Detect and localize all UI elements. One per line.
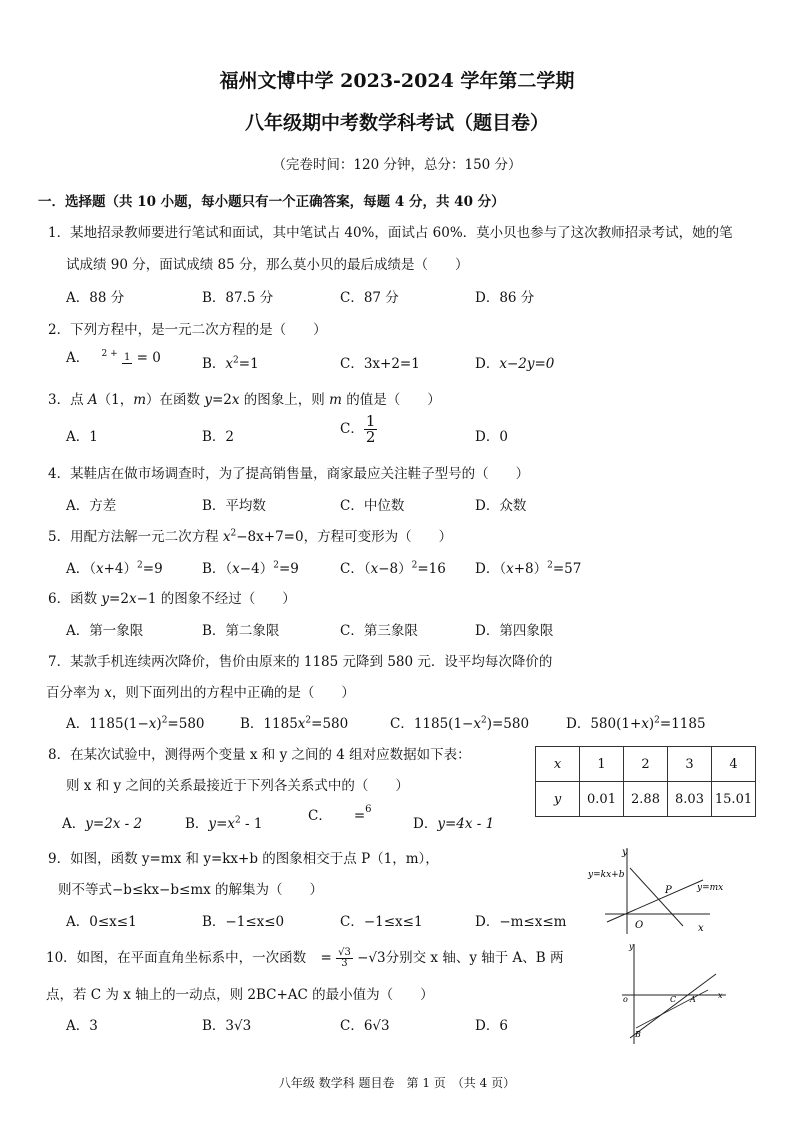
table-cell: 4: [712, 747, 756, 782]
table-cell: 3: [668, 747, 712, 782]
q9-option-b: B．−1≤x≤0: [202, 914, 285, 930]
q6-option-b: B．第二象限: [202, 623, 280, 639]
q2-stem: 2．下列方程中，是一元二次方程的是（ ）: [48, 322, 327, 338]
q10-line1: 10．如图，在平面直角坐标系中，一次函数 = $\frac{√3}{3}$ −√3分别交 x 轴、y 轴于 A、B 两: [46, 947, 564, 969]
page-footer: 八年级 数学科 题目卷 第 1 页 （共 4 页）: [278, 1076, 516, 1090]
q8-option-a: A．y=2x - 2: [62, 816, 143, 832]
table-cell: 8.03: [668, 782, 712, 817]
q8-line1: 8．在某次试验中，测得两个变量 x 和 y 之间的 4 组对应数据如下表：: [48, 747, 471, 763]
q8-option-d: D．y=4x - 1: [413, 816, 495, 832]
q10-figure: [608, 940, 738, 1050]
q7-option-b: B．$1185x^2=580$: [240, 715, 349, 732]
fig9-o-label: O: [635, 920, 644, 931]
exam-title-school: 福州文博中学 2023-2024 学年第二学期: [219, 70, 575, 92]
q5-option-b: B．$(x-4)^2=9$: [202, 560, 299, 577]
q8-option-b: B．$y=x^2 - 1$: [185, 815, 263, 832]
q3-option-d: D．0: [475, 429, 508, 445]
line-ab: [630, 974, 716, 1038]
q1-option-a: A．88 分: [66, 290, 125, 306]
fig9-y-label: y: [622, 847, 628, 858]
q9-figure: [585, 842, 735, 940]
q10-option-c: C．6√3: [340, 1018, 390, 1034]
q6-option-d: D．第四象限: [475, 623, 554, 639]
q3-option-b: B．2: [202, 429, 235, 445]
q5-option-d: D．$(x+8)^2=57$: [475, 560, 582, 577]
exam-title-subject: 八年级期中考数学科考试（题目卷）: [244, 112, 549, 134]
exam-time-score: （完卷时间：120 分钟，总分：150 分）: [272, 157, 522, 173]
table-cell: 0.01: [580, 782, 624, 817]
q4-option-c: C．中位数: [340, 498, 405, 514]
q4-option-b: B．平均数: [202, 498, 266, 514]
q4-option-a: A．方差: [66, 498, 117, 514]
q9-option-c: C．−1≤x≤1: [340, 914, 423, 930]
q10-option-b: B．3√3: [202, 1018, 252, 1034]
q10-line2: 点，若 C 为 x 轴上的一动点，则 2BC+AC 的最小值为（ ）: [46, 987, 434, 1003]
q2-option-b: B．$x^2=1$: [202, 355, 259, 372]
q9-line1: 9．如图，函数 y=mx 和 y=kx+b 的图象相交于点 P（1，m），: [48, 851, 439, 867]
q7-line1: 7．某款手机连续两次降价，售价由原来的 1185 元降到 580 元．设平均每次降价的: [48, 654, 553, 670]
fig9-p-label: P: [665, 885, 672, 896]
q8-line2: 则 x 和 y 之间的关系最接近于下列各关系式中的（ ）: [66, 778, 409, 794]
q1-option-c: C．87 分: [340, 290, 399, 306]
fig10-x-label: x: [718, 991, 723, 1000]
fig10-c-label: C: [670, 995, 677, 1004]
fig9-x-label: x: [698, 923, 704, 934]
q1-option-d: D．86 分: [475, 290, 535, 306]
q3-option-a: A．1: [66, 429, 98, 445]
q1-line2: 试成绩 90 分，面试成绩 85 分，那么莫小贝的最后成绩是（ ）: [66, 257, 469, 273]
section-heading: 一．选择题（共 10 小题，每小题只有一个正确答案，每题 4 分，共 40 分）: [38, 194, 505, 210]
q9-line2: 则不等式−b≤kx−b≤mx 的解集为（ ）: [58, 882, 324, 898]
q8-data-table: [535, 746, 756, 817]
fig9-mx-label: y=mx: [697, 883, 724, 893]
q2-option-c: C．3x+2=1: [340, 356, 420, 372]
table-cell: 2: [624, 747, 668, 782]
q5-stem: 5．用配方法解一元二次方程 $x^2-8x+7=0$，方程可变形为（ ）: [48, 528, 453, 545]
fig10-b-label: B: [635, 1030, 641, 1039]
q5-option-c: C．$(x-8)^2=16$: [340, 560, 446, 577]
table-cell: x: [536, 747, 580, 782]
q6-option-a: A．第一象限: [66, 623, 144, 639]
table-row: [536, 782, 756, 817]
q5-option-a: A．$(x+4)^2=9$: [66, 560, 163, 577]
q9-option-d: D．−m≤x≤m: [475, 914, 567, 930]
q4-stem: 4．某鞋店在做市场调查时，为了提高销售量，商家最应关注鞋子型号的（ ）: [48, 466, 530, 482]
q1-option-b: B．87.5 分: [202, 290, 274, 306]
q7-line2: 百分率为 x，则下面列出的方程中正确的是（ ）: [46, 685, 355, 701]
line-mx: [607, 880, 703, 922]
q4-option-d: D．众数: [475, 498, 527, 514]
fig9-kxb-label: y=kx+b: [588, 870, 625, 880]
q3-option-c: C． $\frac{1}{2}$: [340, 412, 376, 446]
q6-stem: 6．函数 y=2x−1 的图象不经过（ ）: [48, 591, 296, 607]
table-cell: 15.01: [712, 782, 756, 817]
q1-line1: 1．某地招录教师要进行笔试和面试，其中笔试占 40%，面试占 60%．莫小贝也参与了这次教师招录考试，她的笔: [48, 225, 733, 241]
q3-stem: 3．点 A（1，m）在函数 y=2x 的图象上，则 m 的值是（ ）: [48, 392, 441, 408]
q7-option-a: A．$1185(1-x)^2=580$: [66, 715, 205, 732]
q10-option-a: A．3: [66, 1018, 98, 1034]
q10-option-d: D．6: [475, 1018, 508, 1034]
table-cell: 2.88: [624, 782, 668, 817]
fig10-o-label: o: [623, 995, 628, 1004]
table-cell: 1: [580, 747, 624, 782]
fig10-a-label: A: [690, 995, 696, 1004]
q7-option-c: C．$1185(1-x^2)=580$: [390, 715, 530, 732]
q9-option-a: A．0≤x≤1: [66, 914, 137, 930]
line-kx-b: [630, 868, 683, 926]
fig10-y-label: y: [629, 942, 634, 951]
q7-option-d: D．$580(1+x)^2=1185$: [566, 715, 706, 732]
table-cell: y: [536, 782, 580, 817]
q6-option-c: C．第三象限: [340, 623, 418, 639]
q2-option-a: A． $^{2 +}$ 1 = 0: [66, 349, 161, 366]
q2-option-d: D．x−2y=0: [475, 356, 555, 372]
q8-option-c: C． =$^6$: [308, 804, 372, 824]
table-row: [536, 747, 756, 782]
